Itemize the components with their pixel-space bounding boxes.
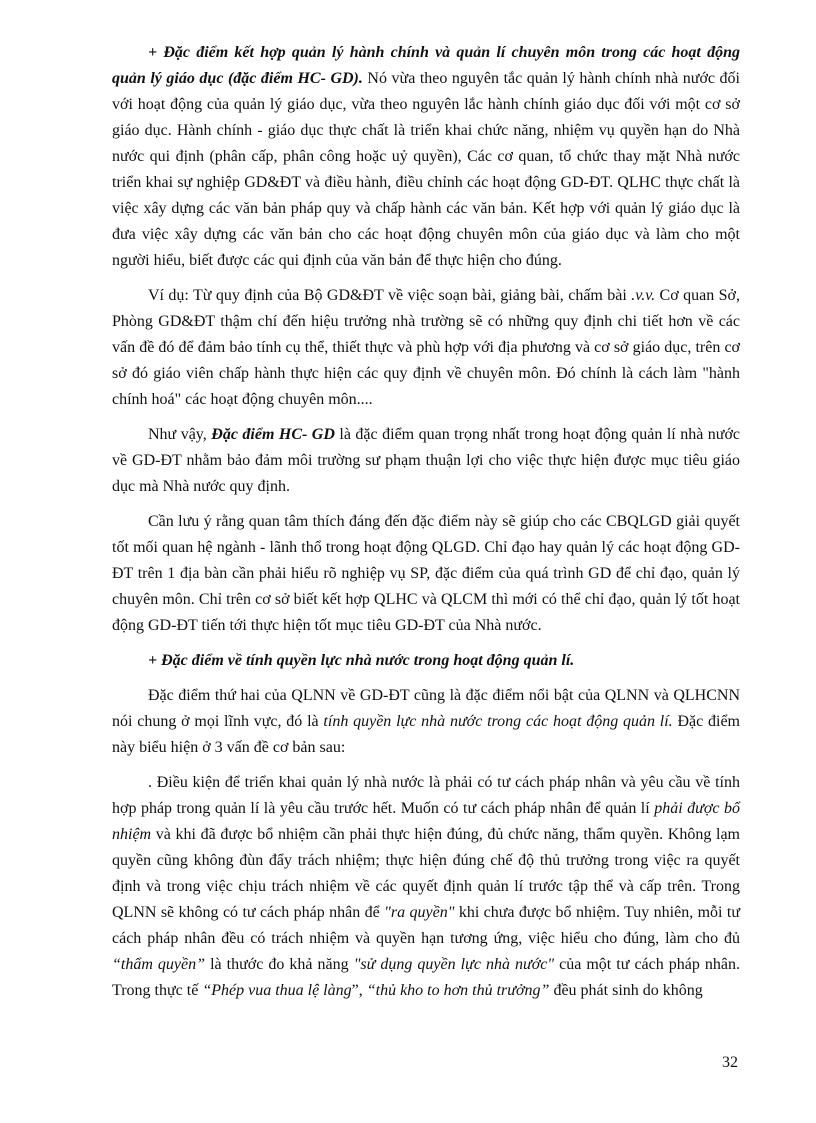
text-run: tính quyền lực nhà nước trong các hoạt động quản lí. (323, 713, 673, 730)
text-run: đều phát sinh do không (549, 982, 703, 999)
text-run: . Điều kiện để triển khai quản lý nhà nước là phải có tư cách pháp nhân và yêu cầu về tính hợp pháp trong quản lí là yêu cầu trước hết. Muốn có tư cách pháp nhân để quản lí (112, 774, 740, 817)
paragraph (112, 509, 740, 639)
paragraph (112, 40, 740, 274)
text-run: Ví dụ: Từ quy định của Bộ GD&ĐT về việc soạn bài, giảng bài, chấm bài (148, 287, 632, 304)
text-run: của một tư cách pháp nhân. Trong thực tế (112, 956, 741, 999)
text-run: Đặc điểm này biểu hiện ở 3 vấn đề cơ bản sau: (112, 713, 740, 756)
paragraph (112, 683, 740, 761)
text-run: “Phép vua thua lệ làng (202, 982, 352, 999)
text-run: phải được bổ nhiệm (112, 800, 741, 843)
paragraph (112, 422, 740, 500)
page-number: 32 (722, 1054, 738, 1071)
text-run: và khi đã được bổ nhiệm cần phải thực hiện đúng, đủ chức năng, thẩm quyền. Không lạm quyền cũng không đùn đẩy trách nhiệm; thực hiện đúng chế độ thủ trưởng trong việc ra quyết định và trong việc chịu trách nhiệm về các quyết định quản lí trước tập thể và cấp trên. Trong QLNN sẽ không có tư cách pháp nhân để (112, 826, 740, 921)
text-run: "ra quyền" (384, 904, 455, 921)
text-run: khi chưa được bổ nhiệm. Tuy nhiên, mỗi tư cách pháp nhân đều có trách nhiệm và quyền hạn tương ứng, việc hiểu cho đúng, làm cho đủ (112, 904, 740, 947)
text-run: “thẩm quyền” (112, 956, 206, 973)
body-text (112, 40, 740, 1013)
text-run: + Đặc điểm kết hợp quản lý hành chính và quản lí chuyên môn trong các hoạt động quản lý giáo dục (đặc điểm HC- GD). (112, 44, 740, 87)
paragraph (112, 283, 740, 413)
text-run: ”, (351, 982, 367, 999)
text-run: Như vậy, (148, 426, 212, 443)
paragraph (112, 648, 740, 674)
text-run: “thủ kho to hơn thủ trưởng” (366, 982, 550, 999)
text-run: Cơ quan Sở, Phòng GD&ĐT thậm chí đến hiệu trưởng nhà trường sẽ có những quy định chi tiết hơn về các vấn đề đó để đảm bảo tính cụ thể, thiết thực và phù hợp với địa phương và cơ sở giáo dục, trên cơ sở đó giáo viên chấp hành thực hiện các quy định về chuyên môn. Đó chính là cách làm "hành chính hoá" các hoạt động chuyên môn.... (112, 287, 741, 408)
text-run: Cần lưu ý rằng quan tâm thích đáng đến đặc điểm này sẽ giúp cho các CBQLGD giải quyết tốt mối quan hệ ngành - lãnh thổ trong hoạt động QLGD. Chỉ đạo hay quản lý các hoạt động GD-ĐT trên 1 địa bàn cần phải hiểu rõ nghiệp vụ SP, đặc điểm của quá trình GD để chỉ đạo, quản lý chuyên môn. Chỉ trên cơ sở biết kết hợp QLHC và QLCM thì mới có thể chỉ đạo, quản lý tốt hoạt động GD-ĐT tiến tới thực hiện tốt mục tiêu GD-ĐT của Nhà nước. (112, 513, 740, 634)
text-run: là đặc điểm quan trọng nhất trong hoạt động quản lí nhà nước về GD-ĐT nhằm bảo đảm môi trường sư phạm thuận lợi cho việc thực hiện được mục tiêu giáo dục mà Nhà nước quy định. (112, 426, 741, 495)
paragraph (112, 770, 740, 1004)
text-run: .v.v. (631, 287, 656, 304)
text-run: là thước đo khả năng (205, 956, 354, 973)
text-run: + Đặc điểm về tính quyền lực nhà nước trong hoạt động quản lí. (148, 652, 575, 669)
text-run: Đặc điểm thứ hai của QLNN về GD-ĐT cũng là đặc điểm nổi bật của QLNN và QLHCNN nói chung ở mọi lĩnh vực, đó là (112, 687, 740, 730)
text-run: Nó vừa theo nguyên tắc quản lý hành chính nhà nước đối với hoạt động của quản lý giáo dục, vừa theo nguyên lắc hành chính giáo dục đối với một cơ sở giáo dục. Hành chính - giáo dục thực chất là triển khai chức năng, nhiệm vụ quyền hạn do Nhà nước qui định (phân cấp, phân công hoặc uỷ quyền), Các cơ quan, tổ chức thay mặt Nhà nước triển khai sự nghiệp GD&ĐT và điều hành, điều chỉnh các hoạt động GD-ĐT. QLHC thực chất là việc xây dựng các văn bản pháp quy và chấp hành các văn bản. Kết hợp với quản lý giáo dục là đưa việc xây dựng các văn bản cho các hoạt động chuyên môn của giáo dục và làm cho một người hiểu, biết được các qui định của văn bản để thực hiện cho đúng. (112, 70, 740, 269)
text-run: Đặc điểm HC- GD (211, 426, 335, 443)
text-run: "sử dụng quyền lực nhà nước" (353, 956, 555, 973)
